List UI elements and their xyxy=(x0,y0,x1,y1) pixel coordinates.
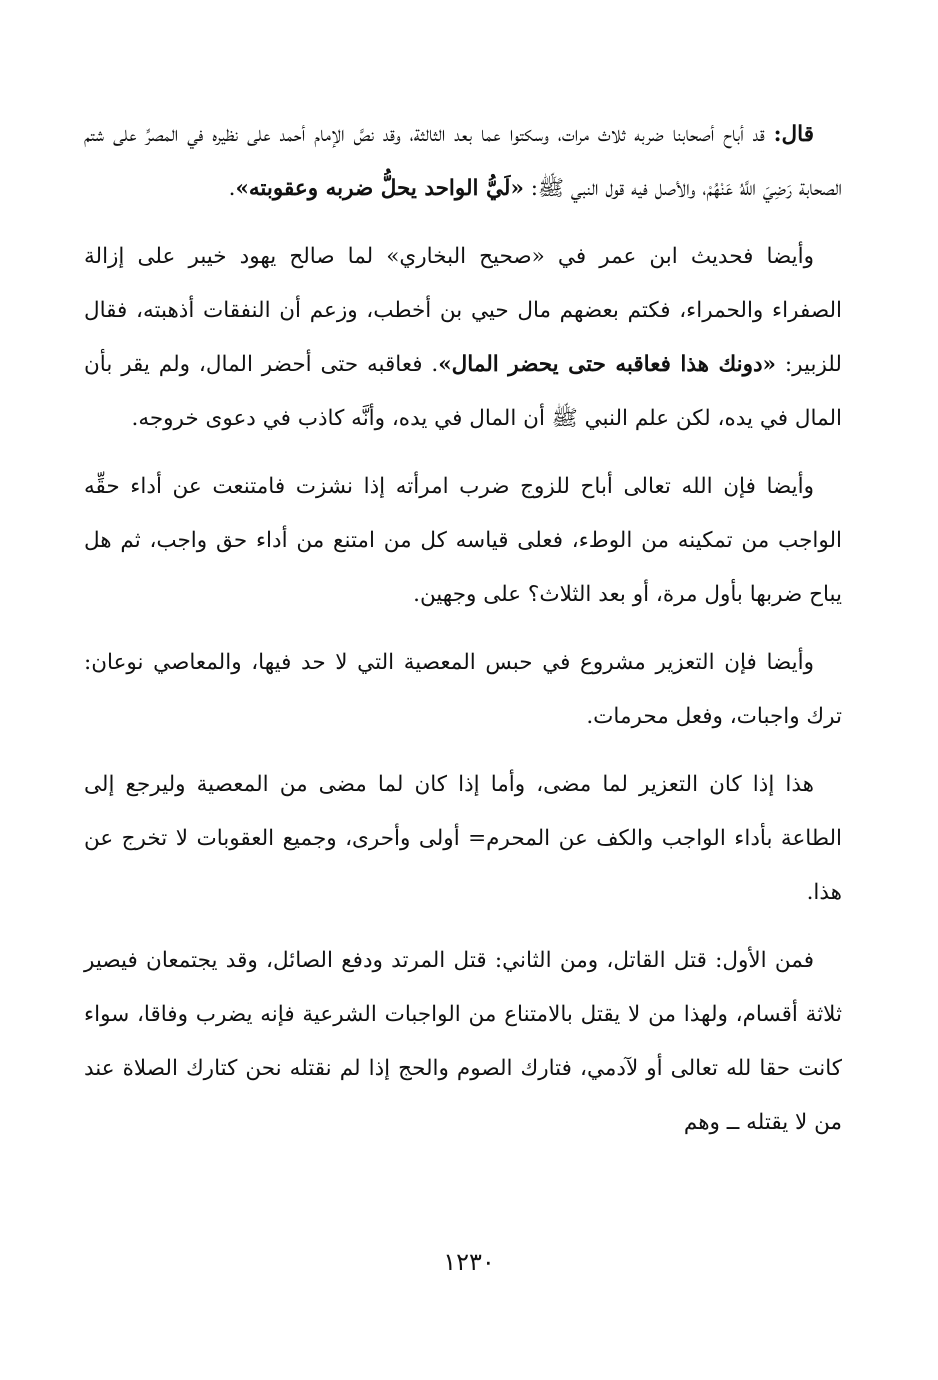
paragraph-6-text: فمن الأول: قتل القاتل، ومن الثاني: قتل المرتد ودفع الصائل، وقد يجتمعان فيصير ثلاثة أقسام، ولهذا من لا يقتل بالامتناع من الواجبات الشرعية فإنه يضرب وفاقا، سواء كانت حقا لله تعالى أو لآدمي، فتارك الصوم والحج إذا لم نقتله نحن كتارك الصلاة عند من لا يقتله ــ وهم xyxy=(84,948,842,1135)
paragraph-1-text: قد أباح أصحابنا ضربه ثلاث مرات، وسكتوا عما بعد الثالثة، وقد نصَّ الإمام أحمد على نظيره في المصرِّ على شتم الصحابة رَضِيَ اللَّهُ عَنْهُمْ، والأصل فيه قول النبي ﷺ: xyxy=(84,122,842,201)
paragraph-1-quote: «لَيُّ الواحد يحلُّ ضربه وعقوبته» xyxy=(235,176,524,201)
paragraph-2-text: وأيضا فحديث ابن عمر في «صحيح البخاري» لما صالح يهود خيبر على إزالة الصفراء والحمراء، فكتم بعضهم مال حيي بن أخطب، وزعم أن النفقات أذهبته، فقال للزبير: xyxy=(84,244,842,377)
paragraph-5-text: هذا إذا كان التعزير لما مضى، وأما إذا كان لما مضى من المعصية وليرجع إلى الطاعة بأداء الواجب والكف عن المحرم= أولى وأحرى، وجميع العقوبات لا تخرج عن هذا. xyxy=(84,772,842,905)
paragraph-2 xyxy=(84,230,842,446)
body-text xyxy=(84,108,842,1164)
paragraph-4-text: وأيضا فإن التعزير مشروع في حبس المعصية التي لا حد فيها، والمعاصي نوعان: ترك واجبات، وفعل محرمات. xyxy=(84,650,842,729)
paragraph-6 xyxy=(84,934,842,1150)
paragraph-1-lead: قال: xyxy=(773,122,814,147)
paragraph-4 xyxy=(84,636,842,744)
paragraph-3-text: وأيضا فإن الله تعالى أباح للزوج ضرب امرأته إذا نشزت فامتنعت عن أداء حقِّه الواجب من تمكينه من الوطء، فعلى قياسه كل من امتنع من أداء حق واجب، ثم هل يباح ضربها بأول مرة، أو بعد الثلاث؟ على وجهين. xyxy=(84,474,842,607)
paragraph-3 xyxy=(84,460,842,622)
paragraph-2-quote: «دونك هذا فعاقبه حتى يحضر المال» xyxy=(438,352,776,377)
paragraph-1-tail: . xyxy=(228,176,236,201)
paragraph-5 xyxy=(84,758,842,920)
page-number: ١٢٣٠ xyxy=(443,1248,495,1276)
paragraph-1 xyxy=(84,108,842,216)
paragraph-2-tail: . فعاقبه حتى أحضر المال، ولم يقر بأن المال في يده، لكن علم النبي ﷺ أن المال في يده، وأنَّه كاذب في دعوى خروجه. xyxy=(84,352,842,431)
